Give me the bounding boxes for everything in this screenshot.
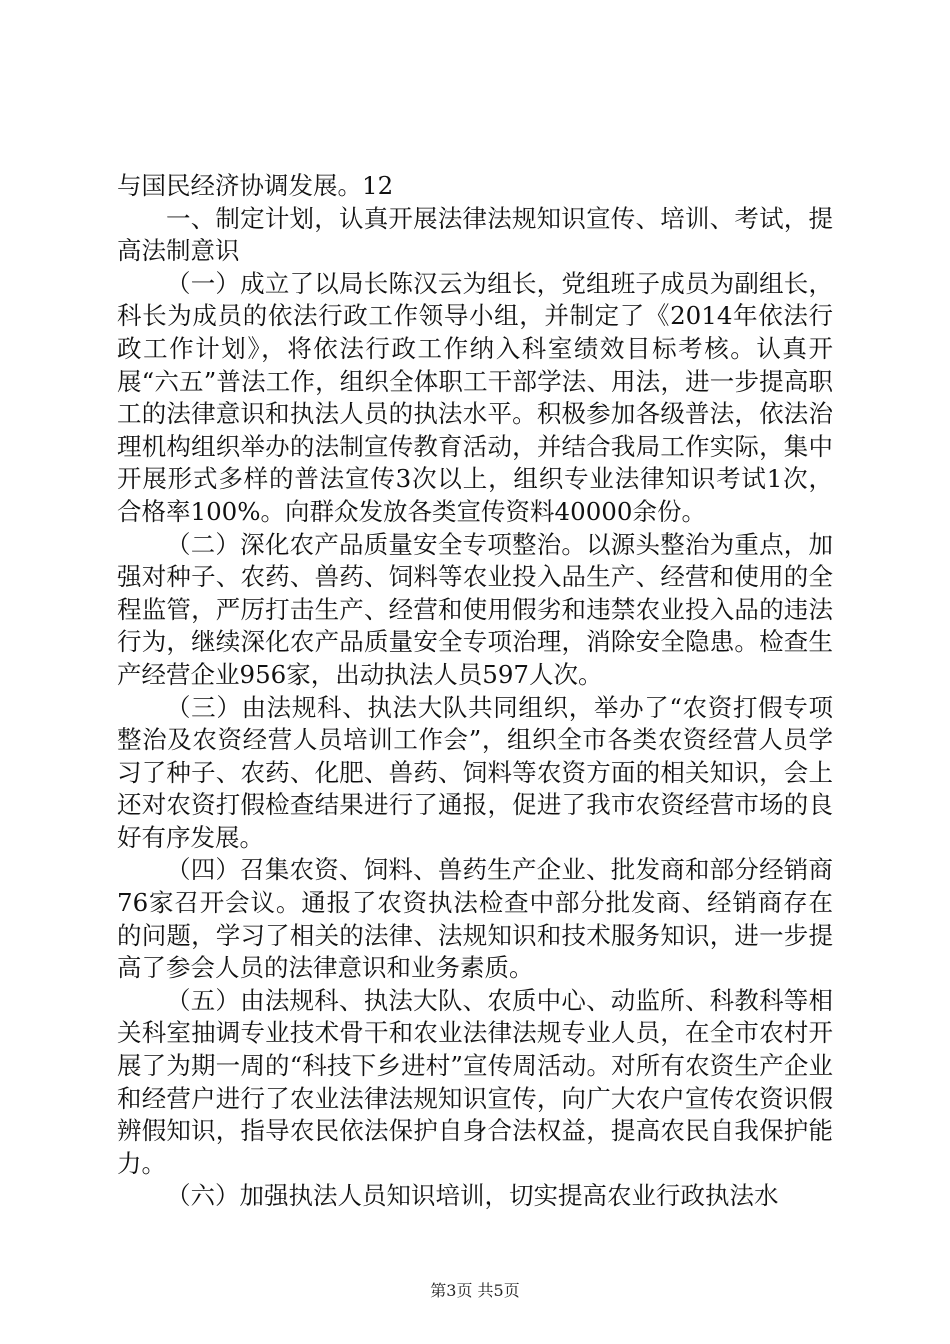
paragraph-item-3: （三）由法规科、执法大队共同组织，举办了“农资打假专项整治及农资经营人员培训工作会”，组织全市各类农资经营人员学习了种子、农药、化肥、兽药、饲料等农资方面的相关知识，会上还对农资打假检查结果进行了通报，促进了我市农资经营市场的良好有序发展。: [117, 692, 833, 852]
paragraph-item-2: （二）深化农产品质量安全专项整治。以源头整治为重点，加强对种子、农药、兽药、饲料等农业投入品生产、经营和使用的全程监管，严厉打击生产、经营和使用假劣和违禁农业投入品的违法行为，继续深化农产品质量安全专项治理，消除安全隐患。检查生产经营企业956家，出动执法人员597人次。: [117, 529, 833, 689]
section-heading-1: 一、制定计划，认真开展法律法规知识宣传、培训、考试，提高法制意识: [117, 203, 833, 266]
paragraph-continuation: 与国民经济协调发展。12: [117, 171, 394, 200]
document-body: [117, 170, 833, 1213]
paragraph-item-5: （五）由法规科、执法大队、农质中心、动监所、科教科等相关科室抽调专业技术骨干和农业法律法规专业人员，在全市农村开展了为期一周的“科技下乡进村”宣传周活动。对所有农资生产企业和经营户进行了农业法律法规知识宣传，向广大农户宣传农资识假辨假知识，指导农民依法保护自身合法权益，提高农民自我保护能力。: [117, 985, 833, 1178]
paragraph-item-1: （一）成立了以局长陈汉云为组长，党组班子成员为副组长，科长为成员的依法行政工作领导小组，并制定了《2014年依法行政工作计划》，将依法行政工作纳入科室绩效目标考核。认真开展“六五”普法工作，组织全体职工干部学法、用法，进一步提高职工的法律意识和执法人员的执法水平。积极参加各级普法，依法治理机构组织举办的法制宣传教育活动，并结合我局工作实际，集中开展形式多样的普法宣传3次以上，组织专业法律知识考试1次，合格率100%。向群众发放各类宣传资料40000余份。: [117, 268, 833, 526]
page-number-footer: 第3页 共5页: [430, 1281, 520, 1300]
paragraph-item-4: （四）召集农资、饲料、兽药生产企业、批发商和部分经销商76家召开会议。通报了农资执法检查中部分批发商、经销商存在的问题，学习了相关的法律、法规知识和技术服务知识，进一步提高了参会人员的法律意识和业务素质。: [117, 855, 833, 983]
paragraph-item-6: （六）加强执法人员知识培训，切实提高农业行政执法水: [166, 1181, 779, 1211]
